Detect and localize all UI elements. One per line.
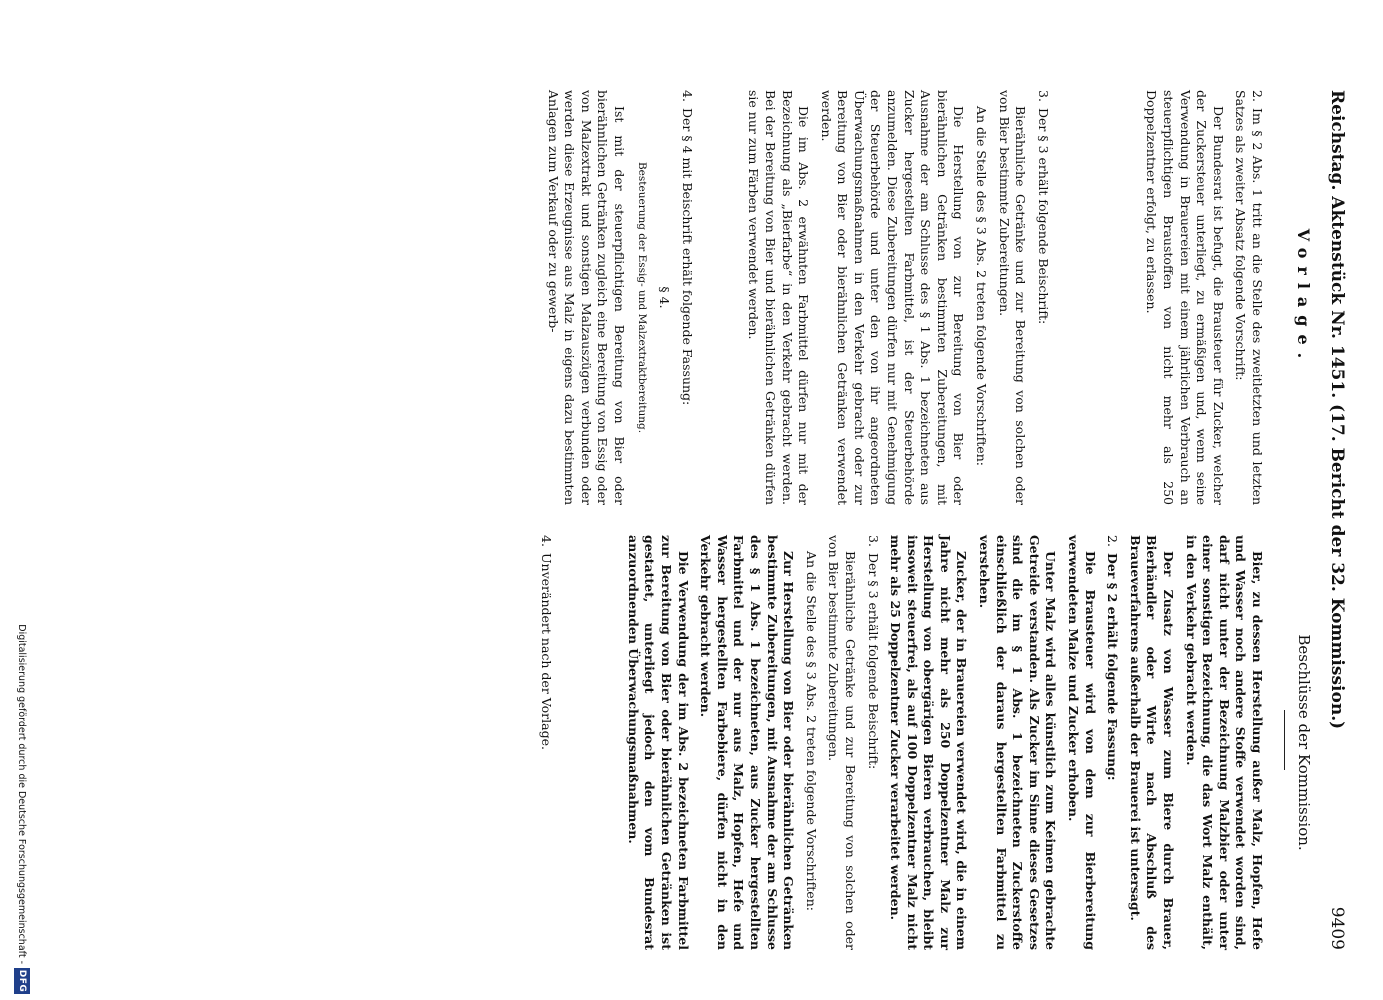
left-item-4-section: § 4. [657,286,673,309]
left-item-3-number: 3. [1035,90,1051,102]
left-item-4-caption: Besteuerung der Essig- und Malzextraktbereitung. [635,161,648,434]
header-title: Reichstag. Aktenstück Nr. 1451. (17. Bericht der 32. Kommission.) [1327,90,1347,730]
right-item-2 [1104,535,1121,950]
left-item-3 [1034,90,1051,505]
left-column [538,90,1265,505]
page-number: 9409 [1327,906,1347,950]
left-item-2 [1232,90,1265,505]
left-item-4-number: 4. [679,90,695,102]
left-item-3-quote-2: Die im Abs. 2 erwähnten Farbmittel dürfen nur mit der Bezeichnung als „Bierfarbe“ in den Verkehr gebracht werden. Bei der Bereitung von Bier und bierähnlichen Getränken dürfen sie nur zum Färben verwendet werden. [746,90,812,505]
right-item-3-text: Der § 3 erhält folgende Beischrift: [865,553,881,770]
spacer [1051,90,1137,505]
footer-credit-text: Digitalisierung gefördert durch die Deutsche Forschungsgemeinschaft - [16,624,27,964]
column-titles [1265,90,1319,950]
right-item-3-quote-2: Die Verwendung der im Abs. 2 bezeichneten Farbmittel zur Bereitung von Bier oder bierähnlichen Getränken ist gestattet, unterliegt jedoch den vom Bundesrat anzuordnenden Überwachungsmaßnahmen. [625,535,691,950]
right-item-2-quote-2: Unter Malz wird alles künstlich zum Keimen gebrachte Getreide verstanden. Als Zucker im Sinne dieses Gesetzes sind die im § 1 Abs. 1 bezeichneten Zuckerstoffe einschließlich der daraus hergestellten Farbmittel zu verstehen. [977,535,1059,950]
left-item-4-text: Der § 4 mit Beischrift erhält folgende Fassung: [679,108,695,406]
dfg-logo: DFG [14,968,30,994]
spacer [695,90,739,505]
left-column-title: Vorlage. [1294,228,1313,367]
right-item-2-quote-3: Zucker, der in Brauereien verwendet wird, die in einem Jahre nicht mehr als 250 Doppelzentner Malz zur Herstellung von obergärigen Bieren verbrauchen, bleibt insoweit steuerfrei, als auf 100 Doppelzentner Malz nicht mehr als 25 Doppelzentner Zucker verarbeitet werden. [888,535,970,950]
left-item-3-quote-1: Die Herstellung von zur Bereitung von Bier oder bierähnlichen Getränken bestimmten Zubereitungen, mit Ausnahme der am Schlusse des § 1 Abs. 1 bezeichneten aus Zucker hergestellten Farbmittel, ist der Steuerbehörde anzumelden. Diese Zubereitungen dürfen nur mit Genehmigung der Steuerbehörde und unter den von ihr angeordneten Überwachungsmaßnahmen in den Verkehr gebracht oder zur Bereitung von Bier oder bierähnlichen Getränken verwendet werden. [818,90,967,505]
left-item-4-quote: Ist mit der steuerpflichtigen Bereitung von Bier oder bierähnlichen Getränken zugleich eine Bereitung von Essig oder von Malzextrakt und sonstigen Malzauszügen verbunden oder werden diese Erzeugnisse aus Malz in eigens dazu bestimmten Anlagen zum Verkauf oder zu gewerb- [545,90,627,505]
right-item-4-text: Unverändert nach der Vorlage. [539,553,555,750]
left-item-2-text: Im § 2 Abs. 1 tritt an die Stelle des zweitletzten und letzten Satzes als zweiter Absatz folgende Vorschrift: [1233,90,1265,505]
left-item-3-subtitle: Bierähnliche Getränke und zur Bereitung von solchen oder von Bier bestimmte Zubereitungen. [996,90,1029,505]
right-item-3-quote-1: Zur Herstellung von Bier oder bierähnlichen Getränken bestimmte Zubereitungen, mit Ausnahme der am Schlusse des § 1 Abs. 1 bezeichneten, aus Zucker hergestellten Farbmittel und der nur aus Malz, Hopfen, Hefe und Wasser hergestellten Farbebiere, dürfen nicht in den Verkehr gebracht werden. [698,535,797,950]
right-item-3 [864,535,881,950]
right-item-2-quote-1: Die Brausteuer wird von dem zur Bierbereitung verwendeten Malze und Zucker erhoben. [1066,535,1098,950]
left-item-2-quote: Der Bundesrat ist befugt, die Brausteuer für Zucker, welcher der Zuckersteuer unterliegt, zu ermäßigen und, wenn seine Verwendung in Brauereien mit einem jährlichen Verbrauch an steuerpflichtigen Braustoffen von nicht mehr als 250 Doppelzentner erfolgt, zu erlassen. [1144,90,1226,505]
right-continuation-text: Bier, zu dessen Herstellung außer Malz, Hopfen, Hefe und Wasser noch andere Stoffe verwendet worden sind, darf nicht unter der Bezeichnung Malzbier oder unter einer sonstigen Bezeichnung, die das Wort Malz enthält, in den Verkehr gebracht werden. [1183,535,1265,950]
right-item-2-text: Der § 2 erhält folgende Fassung: [1105,553,1121,781]
right-item-3-intro: An die Stelle des § 3 Abs. 2 treten folgende Vorschriften: [803,551,819,911]
page-header [1319,90,1355,950]
title-rule [1284,710,1285,770]
right-item-4 [538,535,555,950]
left-item-3-intro: An die Stelle des § 3 Abs. 2 treten folgende Vorschriften: [974,106,990,466]
right-item-3-subtitle: Bierähnliche Getränke und zur Bereitung von solchen oder von Bier bestimmte Zubereitungen. [826,535,858,950]
document-page [55,90,1355,950]
right-item-3-number: 3. [865,535,881,547]
right-column [532,535,1265,950]
footer-credit [8,0,32,1000]
right-item-2-number: 2. [1105,535,1121,547]
spacer [554,535,618,950]
right-continuation-text-2: Der Zusatz von Wasser zum Biere durch Brauer, Bierhändler oder Wirte nach Abschluß des Braueverfahrens außerhalb der Brauerei ist untersagt. [1127,535,1177,950]
right-item-4-number: 4. [539,535,555,547]
left-item-2-number: 2. [1250,90,1265,102]
left-item-4 [678,90,695,505]
left-item-3-text: Der § 3 erhält folgende Beischrift: [1035,108,1051,325]
right-column-title: Beschlüsse der Kommission. [1295,634,1313,851]
